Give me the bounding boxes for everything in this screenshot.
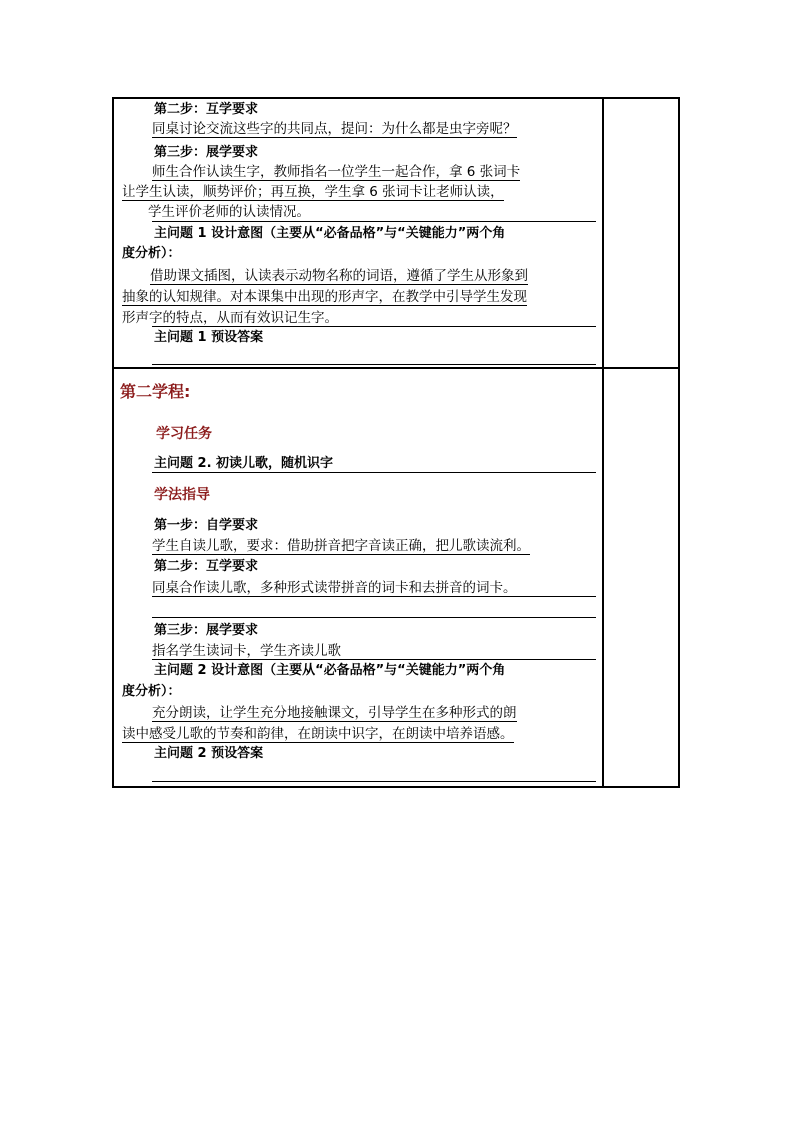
task-title: 学习任务 (156, 426, 212, 442)
underline-rule (152, 326, 596, 327)
underline-rule (152, 659, 596, 660)
design-title-line2: 度分析）： (122, 684, 181, 699)
step3-text-line1: 师生合作认读生字，教师指名一位学生一起合作，拿 6 张词卡 (152, 164, 521, 180)
underline-rule (152, 617, 596, 618)
answer-title: 主问题 1 预设答案 (154, 330, 264, 345)
answer-blank-line (152, 364, 596, 365)
step2-title: 第二步：互学要求 (154, 102, 259, 117)
method-title: 学法指导 (154, 487, 210, 503)
lesson-plan-table (112, 97, 680, 788)
design-text-line2: 抽象的认知规律。对本课集中出现的形声字，在教学中引导学生发现 (122, 289, 527, 305)
design-text-line2: 读中感受儿歌的节奏和韵律，在朗读中识字，在朗读中培养语感。 (122, 726, 514, 742)
step2-title: 第二步：互学要求 (154, 559, 259, 574)
design-title-line1: 主问题 2 设计意图（主要从“必备品格”与“关键能力”两个角 (154, 663, 506, 678)
step3-text-line3: 学生评价老师的认读情况。 (148, 204, 310, 220)
underline-rule (152, 221, 596, 222)
step3-text-line2: 让学生认读，顺势评价；再互换，学生拿 6 张词卡让老师认读， (122, 184, 504, 200)
section-heading: 第二学程: (120, 383, 191, 401)
design-title-line1: 主问题 1 设计意图（主要从“必备品格”与“关键能力”两个角 (154, 226, 506, 241)
design-text-line3: 形声字的特点，从而有效识记生字。 (122, 310, 338, 326)
content-cell (114, 369, 604, 786)
step2-text: 同桌合作读儿歌，多种形式读带拼音的词卡和去拼音的词卡。 (152, 580, 517, 596)
design-title-line2: 度分析）： (122, 246, 181, 261)
design-text-line1: 借助课文插图，认读表示动物名称的词语，遵循了学生从形象到 (150, 268, 528, 284)
design-text-line1: 充分朗读，让学生充分地接触课文，引导学生在多种形式的朗 (152, 705, 517, 721)
main-question: 主问题 2. 初读儿歌，随机识字 (154, 456, 334, 471)
step1-title: 第一步：自学要求 (154, 518, 259, 533)
underline-rule (152, 596, 596, 597)
table-row (114, 99, 678, 369)
step3-title: 第三步：展学要求 (154, 145, 259, 160)
step2-text: 同桌讨论交流这些字的共同点，提问：为什么都是虫字旁呢？ (152, 121, 517, 137)
content-cell (114, 99, 604, 367)
step3-title: 第三步：展学要求 (154, 623, 259, 638)
answer-blank-line (152, 781, 596, 782)
step3-text: 指名学生读词卡，学生齐读儿歌 (152, 643, 341, 659)
underline-rule (152, 472, 596, 473)
table-row (114, 369, 678, 786)
step1-text: 学生自读儿歌，要求：借助拼音把字音读正确，把儿歌读流利。 (152, 538, 530, 554)
answer-title: 主问题 2 预设答案 (154, 746, 264, 761)
